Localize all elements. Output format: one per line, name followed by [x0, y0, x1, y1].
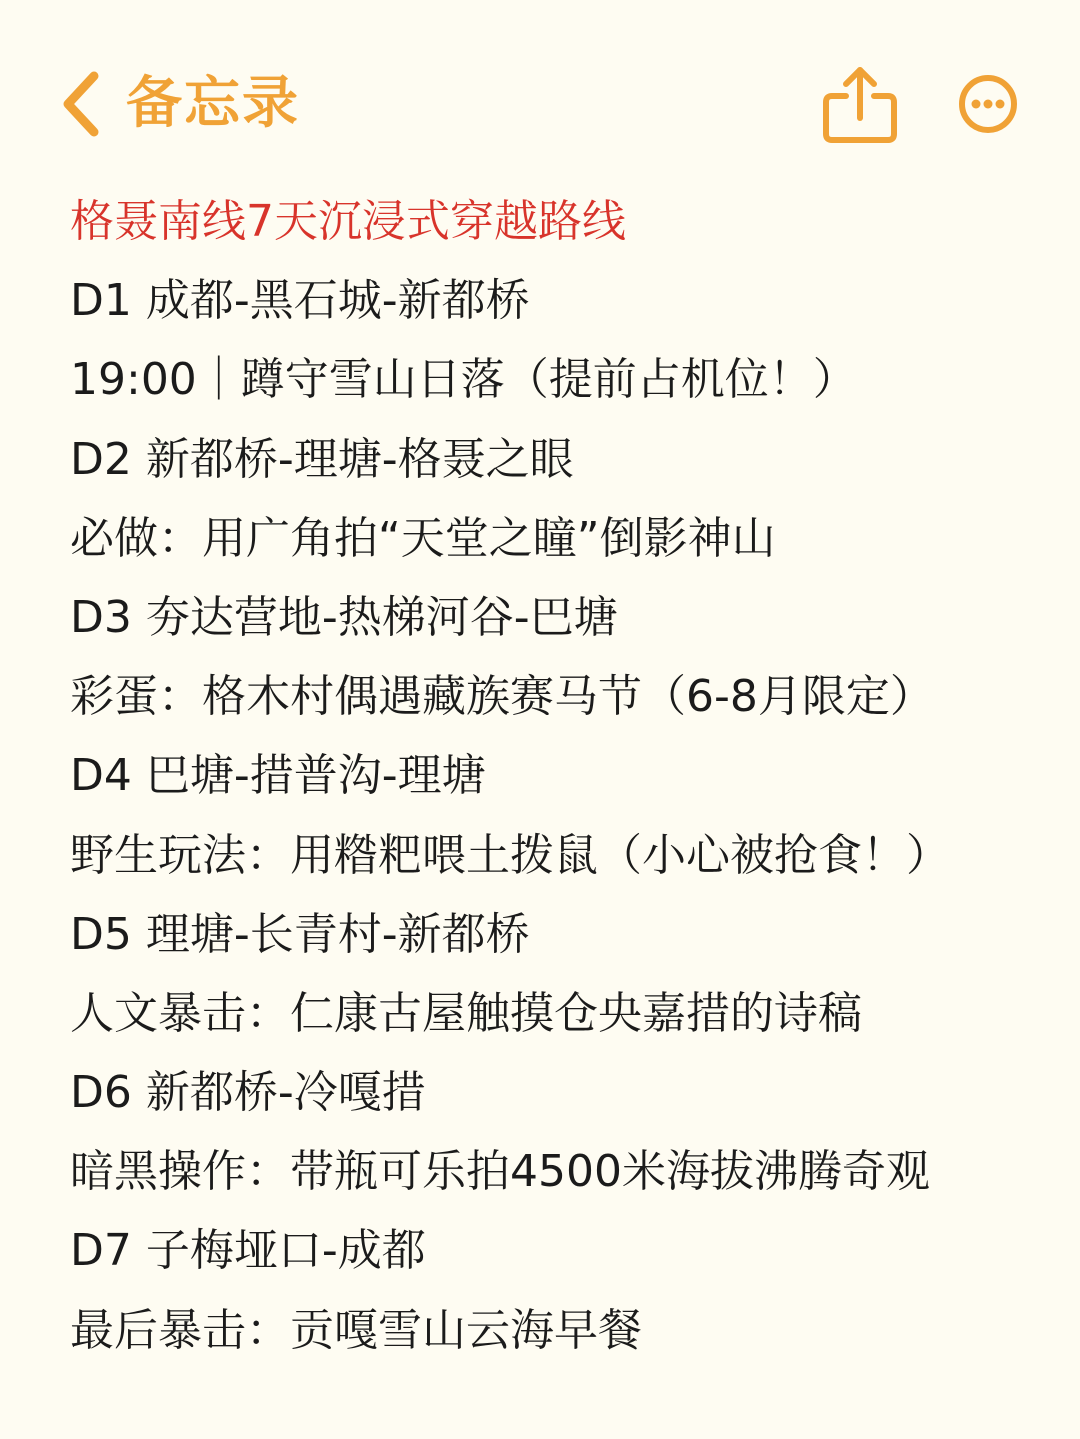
note-line-d1-detail: 19:00｜蹲守雪山日落（提前占机位！） [70, 354, 857, 406]
note-line-d1: D1 成都-黑石城-新都桥 [70, 275, 530, 327]
note-line-d3-detail: 彩蛋：格木村偶遇藏族赛马节（6-8月限定） [70, 671, 934, 723]
note-line-d5-detail: 人文暴击：仁康古屋触摸仓央嘉措的诗稿 [70, 987, 862, 1039]
note-line-d3: D3 夯达营地-热梯河谷-巴塘 [70, 591, 618, 643]
note-line-d4-detail: 野生玩法：用糌粑喂土拨鼠（小心被抢食！） [70, 829, 950, 881]
note-line-d6: D6 新都桥-冷嘎措 [70, 1067, 426, 1119]
more-button[interactable] [950, 64, 1026, 144]
note-line-d7-detail: 最后暴击：贡嘎雪山云海早餐 [70, 1304, 642, 1356]
note-line-d5: D5 理塘-长青村-新都桥 [70, 908, 530, 960]
note-line-d4: D4 巴塘-措普沟-理塘 [70, 750, 486, 802]
chevron-left-icon [60, 68, 104, 140]
back-label: 备忘录 [126, 71, 300, 136]
note-line-d2: D2 新都桥-理塘-格聂之眼 [70, 433, 574, 485]
note-line-d2-detail: 必做：用广角拍“天堂之瞳”倒影神山 [70, 512, 776, 564]
note-line-d7: D7 子梅垭口-成都 [70, 1225, 426, 1277]
share-icon [818, 62, 902, 146]
share-button[interactable] [818, 62, 902, 146]
back-button[interactable] [60, 68, 300, 140]
note-body[interactable] [70, 182, 1060, 1370]
note-title: 格聂南线7天沉浸式穿越路线 [70, 196, 626, 247]
navigation-bar [0, 0, 1080, 200]
more-icon [950, 64, 1026, 144]
note-line-d6-detail: 暗黑操作：带瓶可乐拍4500米海拔沸腾奇观 [70, 1146, 930, 1198]
